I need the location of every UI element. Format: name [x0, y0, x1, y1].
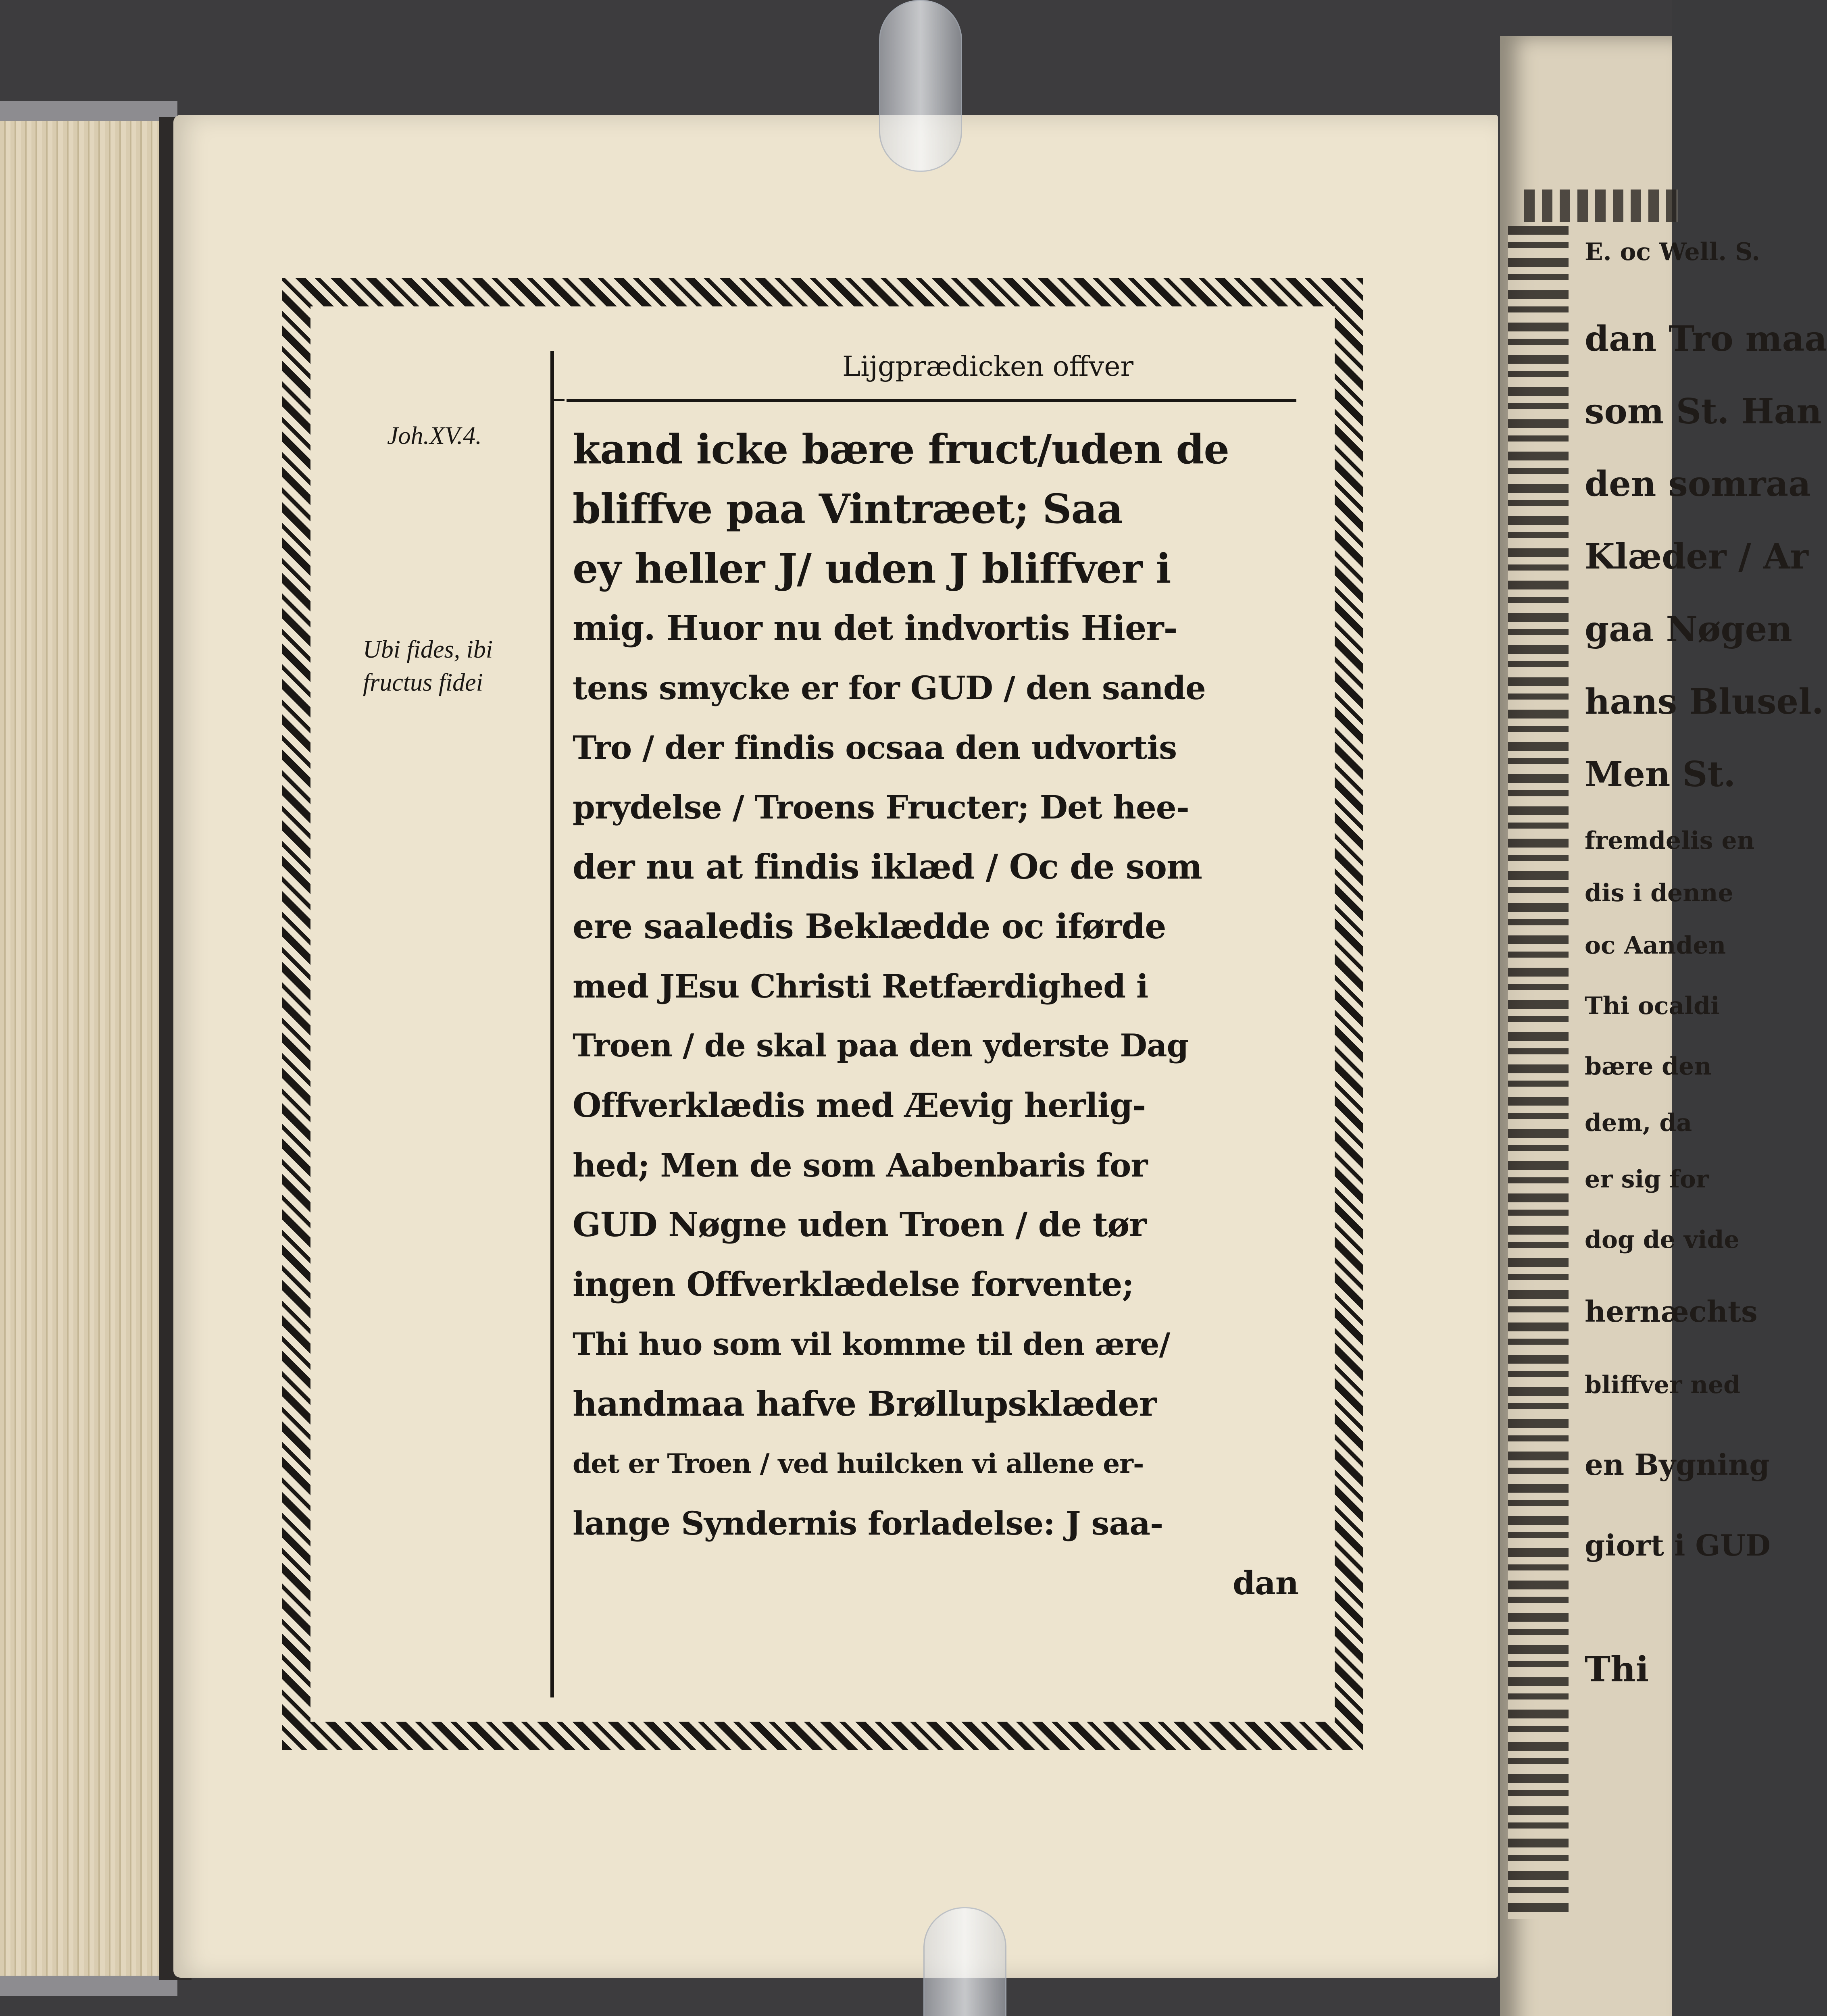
margin-note-latin: Ubi fides, ibi fructus fidei [363, 636, 493, 696]
text-line: Offverklædis med Æevig herlig- [573, 1086, 1146, 1125]
text-line: ingen Offverklædelse forvente; [573, 1265, 1134, 1304]
text-line: med JEsu Christi Retfærdighed i [573, 967, 1148, 1005]
facing-page-line: er sig for [1585, 1165, 1709, 1193]
head-rule [567, 399, 1296, 402]
text-line: ey heller J/ uden J bliffver i [573, 545, 1171, 592]
text-line: der nu at findis iklæd / Oc de som [573, 847, 1202, 887]
facing-page-top-border [1524, 190, 1677, 222]
margin-note-reference: Joh.XV.4. [387, 422, 482, 450]
book-page-right [1500, 36, 1827, 2016]
facing-page-side-border [1508, 226, 1569, 1919]
facing-page-line: E. oc Well. S. [1585, 238, 1760, 266]
text-line: kand icke bære fruct/uden de [573, 425, 1229, 473]
text-line: Troen / de skal paa den yderste Dag [573, 1027, 1189, 1064]
facing-page-line: Klæder / Ar [1585, 536, 1808, 577]
text-line: tens smycke er for GUD / den sande [573, 669, 1206, 707]
catchword: dan [1233, 1564, 1298, 1602]
text-line: det er Troen / ved huilcken vi allene er- [573, 1448, 1144, 1479]
facing-page-line: dan Tro maa [1585, 319, 1827, 359]
facing-page-line: hans Blusel. [1585, 681, 1824, 722]
facing-page-line: Thi ocaldi [1585, 992, 1720, 1020]
facing-page-line: en Bygning [1585, 1447, 1770, 1482]
facing-page-line: giort i GUD [1585, 1528, 1771, 1562]
text-line: Thi huo som vil komme til den ære/ [573, 1326, 1170, 1362]
body-text [573, 419, 1298, 1613]
running-head: Lijgprædicken offver [842, 351, 1134, 383]
text-line: Tro / der findis ocsaa den udvortis [573, 729, 1177, 766]
facing-page-line: dem, da [1585, 1109, 1692, 1137]
text-line: hed; Men de som Aabenbaris for [573, 1146, 1148, 1184]
facing-page-line: dis i denne [1585, 879, 1733, 907]
text-line: ere saaledis Beklædde oc iførde [573, 906, 1166, 946]
facing-page-line: fremdelis en [1585, 827, 1755, 855]
text-line: GUD Nøgne uden Troen / de tør [573, 1206, 1146, 1244]
text-line: lange Syndernis forladelse: J saa- [573, 1504, 1163, 1542]
facing-page-line: gaa Nøgen [1585, 609, 1792, 650]
text-line: mig. Huor nu det indvortis Hier- [573, 608, 1177, 648]
facing-page-line: dog de vide [1585, 1226, 1740, 1254]
margin-rule [550, 351, 554, 1697]
facing-page-line: hernæchts [1585, 1294, 1758, 1329]
facing-page-line: Thi [1585, 1649, 1649, 1690]
page-holder-clip-top [879, 0, 962, 172]
facing-page-line: bliffver ned [1585, 1371, 1741, 1399]
facing-page-line: oc Aanden [1585, 931, 1726, 960]
text-line: prydelse / Troens Fructer; Det hee- [573, 788, 1189, 826]
page-holder-clip-bottom [923, 1907, 1006, 2016]
text-line: bliffve paa Vintræet; Saa [573, 485, 1123, 533]
facing-page-line: Men St. [1585, 754, 1736, 795]
facing-page-line: den somraa [1585, 464, 1811, 504]
head-rule-left [552, 399, 565, 401]
text-line: handmaa hafve Brøllupsklæder [573, 1384, 1157, 1424]
facing-page-line: som St. Han [1585, 391, 1822, 432]
facing-page-line: bære den [1585, 1052, 1712, 1081]
